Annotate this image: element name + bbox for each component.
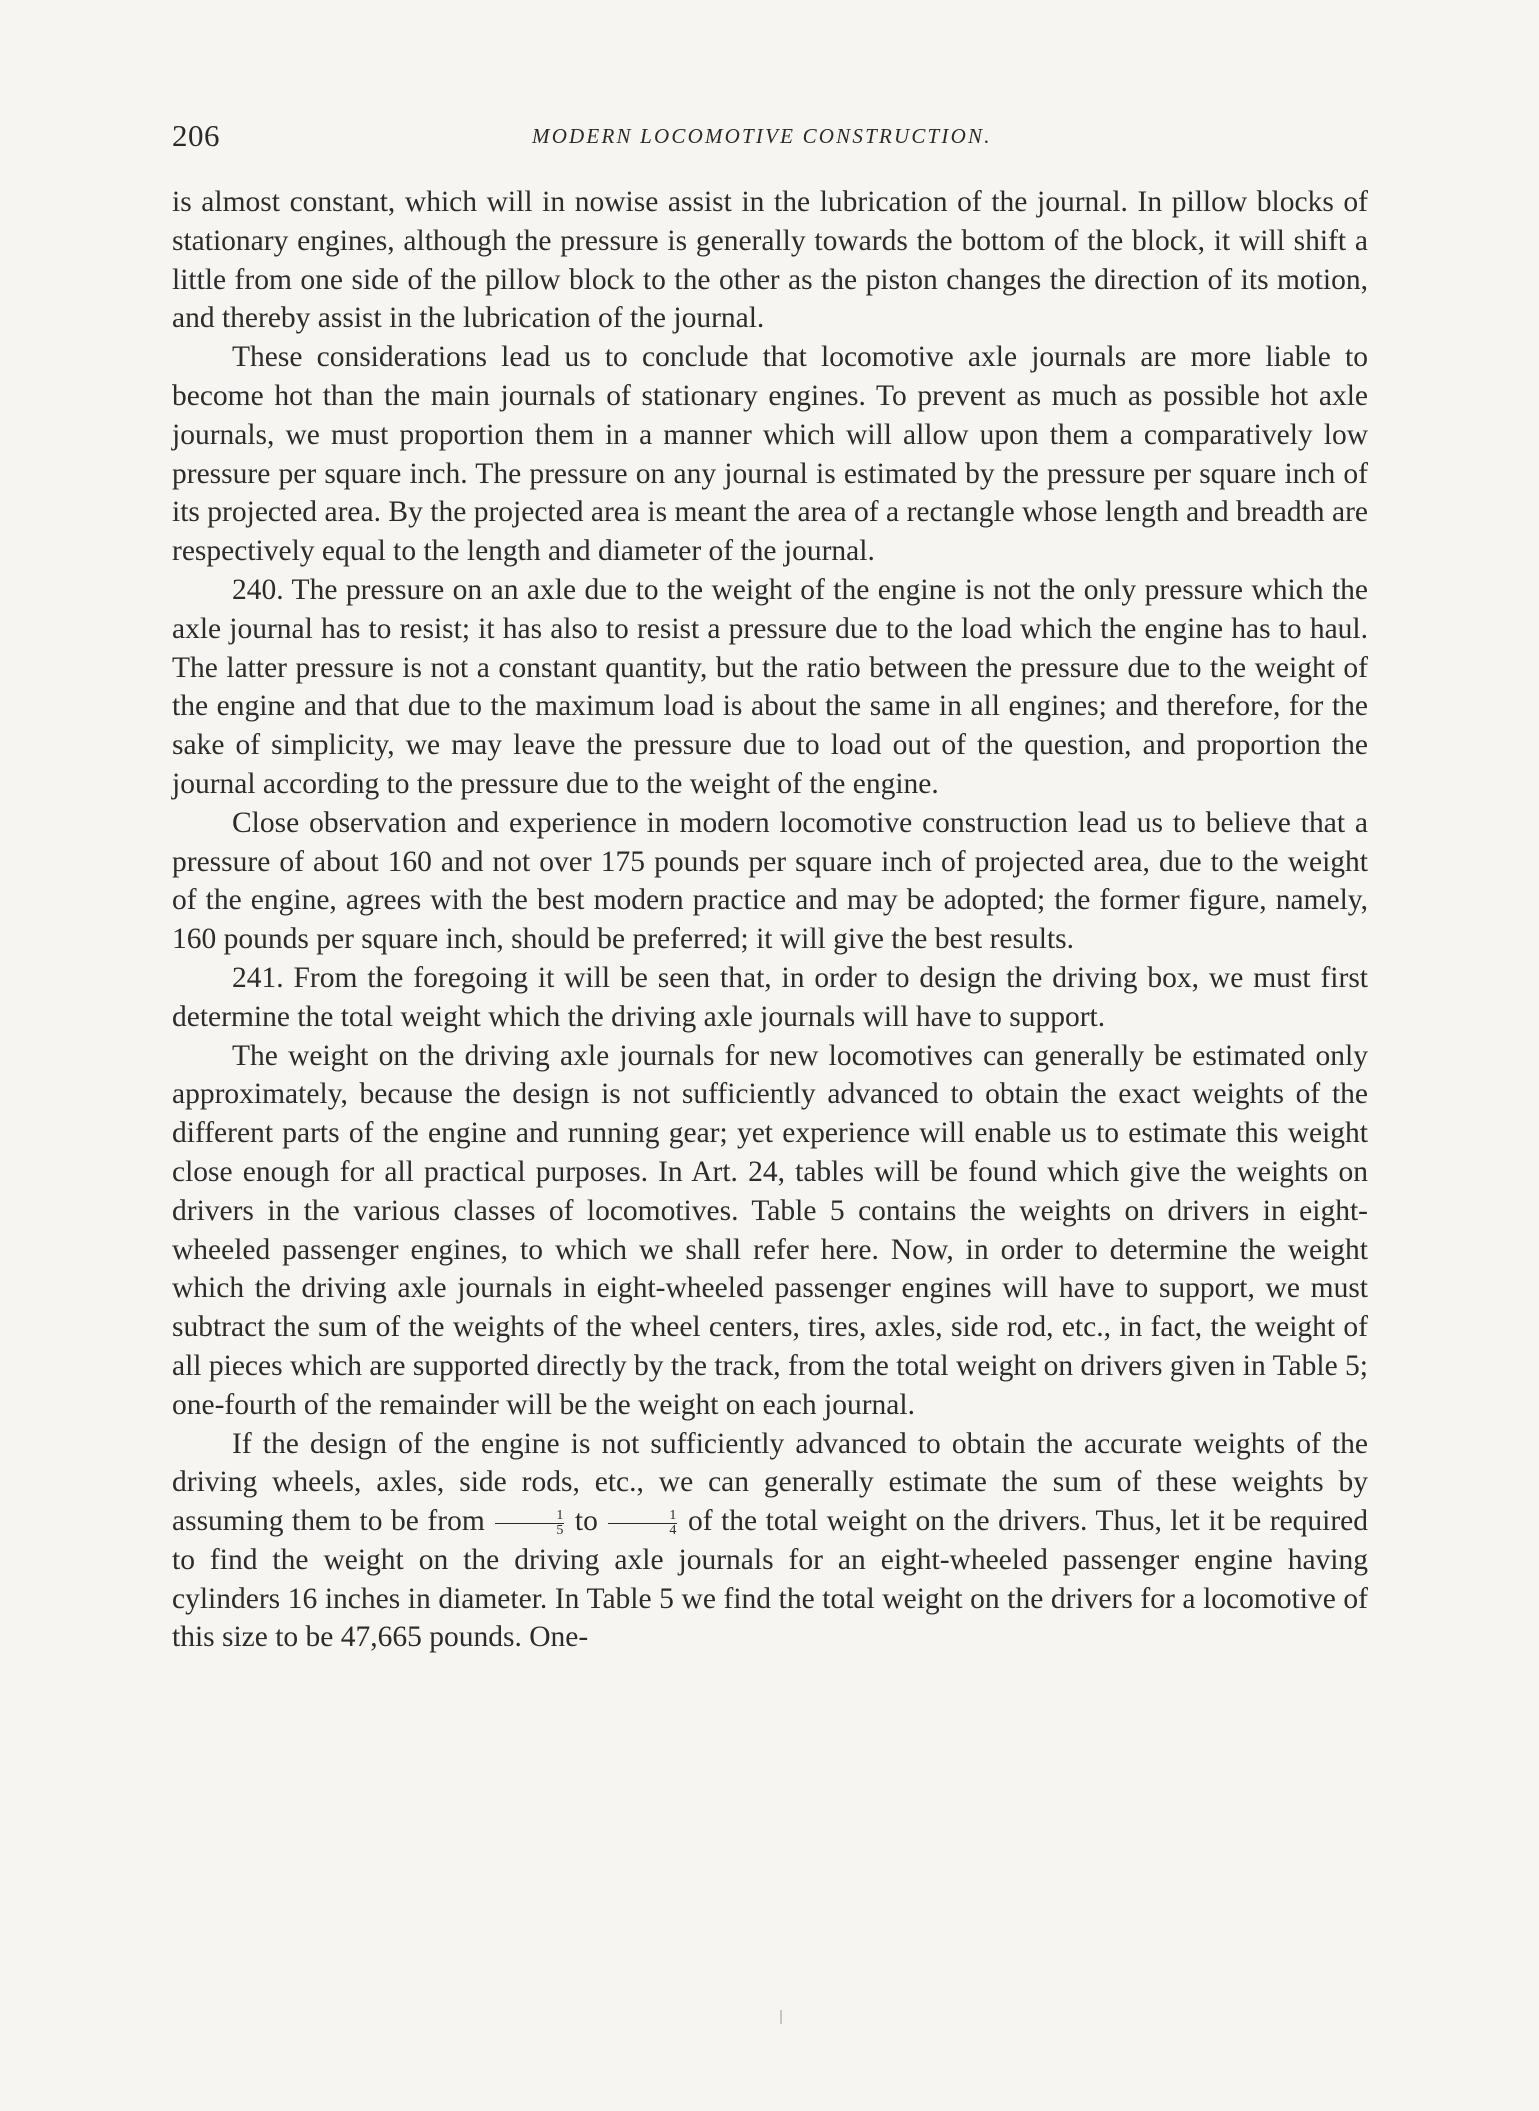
running-head: MODERN LOCOMOTIVE CONSTRUCTION.	[532, 124, 992, 148]
fraction-denominator: 4	[669, 1522, 677, 1538]
paragraph-7-part-b: to	[574, 1505, 598, 1538]
fraction-one-fourth	[608, 1509, 677, 1538]
paragraph-7	[172, 1425, 1368, 1658]
paragraph-1: is almost constant, which will in nowise assist in the lubrication of the journal. In pillow blocks of stationary engines, although the pressure is generally towards the bottom of the block, it will shift a little from one side of the pillow block to the other as the piston changes the direction of its motion, and thereby assist in the lubrication of the journal.	[172, 186, 1368, 335]
fraction-numerator: 1	[608, 1509, 677, 1524]
paragraph-7-part-a: If the design of the engine is not sufficiently advanced to obtain the accurate weights of the driving wheels, axles, side rods, etc., we can generally estimate the sum of these weights by assuming them to be from	[172, 1427, 1368, 1538]
fraction-numerator: 1	[495, 1509, 564, 1524]
paper-speck	[780, 2010, 782, 2024]
page-header	[172, 118, 1368, 158]
paragraph-6: The weight on the driving axle journals for new locomotives can generally be estimated only approximately, because the design is not sufficiently advanced to obtain the exact weights of the different parts of the engine and running gear; yet experience will enable us to estimate this weight close enough for all practical purposes. In Art. 24, tables will be found which give the weights on drivers in the various classes of locomotives. Table 5 contains the weights on drivers in eight-wheeled passenger engines, to which we shall refer here. Now, in order to determine the weight which the driving axle journals in eight-wheeled passenger engines will have to support, we must subtract the sum of the weights of the wheel centers, tires, axles, side rod, etc., in fact, the weight of all pieces which are supported directly by the track, from the total weight on drivers given in Table 5; one-fourth of the remainder will be the weight on each journal.	[172, 1039, 1368, 1421]
paragraph-241: 241. From the foregoing it will be seen that, in order to design the driving box, we must first determine the total weight which the driving axle journals will have to support.	[172, 961, 1368, 1033]
paragraph-240: 240. The pressure on an axle due to the weight of the engine is not the only pressure which the axle journal has to resist; it has also to resist a pressure due to the load which the engine has to haul. The latter pressure is not a constant quantity, but the ratio between the pressure due to the weight of the engine and that due to the maximum load is about the same in all engines; and therefore, for the sake of simplicity, we may leave the pressure due to load out of the question, and proportion the journal according to the pressure due to the weight of the engine.	[172, 573, 1368, 800]
body-text	[172, 183, 1368, 1657]
paragraph-2: These considerations lead us to conclude that locomotive axle journals are more liable to become hot than the main journals of stationary engines. To prevent as much as possible hot axle journals, we must proportion them in a manner which will allow upon them a comparatively low pressure per square inch. The pressure on any journal is estimated by the pressure per square inch of its projected area. By the projected area is meant the area of a rectangle whose length and breadth are respectively equal to the length and diameter of the journal.	[172, 341, 1368, 568]
fraction-denominator: 5	[556, 1522, 564, 1538]
fraction-one-fifth	[495, 1509, 564, 1538]
paragraph-7-part-c: of the total weight on the drivers. Thus, let it be required to find the weight on the driving axle journals for an eight-wheeled passenger engine having cylinders 16 inches in diameter. In Table 5 we find the total weight on the drivers for a locomotive of this size to be 47,665 pounds. One-	[172, 1505, 1369, 1654]
paragraph-4: Close observation and experience in modern locomotive construction lead us to believe that a pressure of about 160 and not over 175 pounds per square inch of projected area, due to the weight of the engine, agrees with the best modern practice and may be adopted; the former figure, namely, 160 pounds per square inch, should be preferred; it will give the best results.	[172, 806, 1368, 956]
page-number: 206	[172, 118, 220, 153]
